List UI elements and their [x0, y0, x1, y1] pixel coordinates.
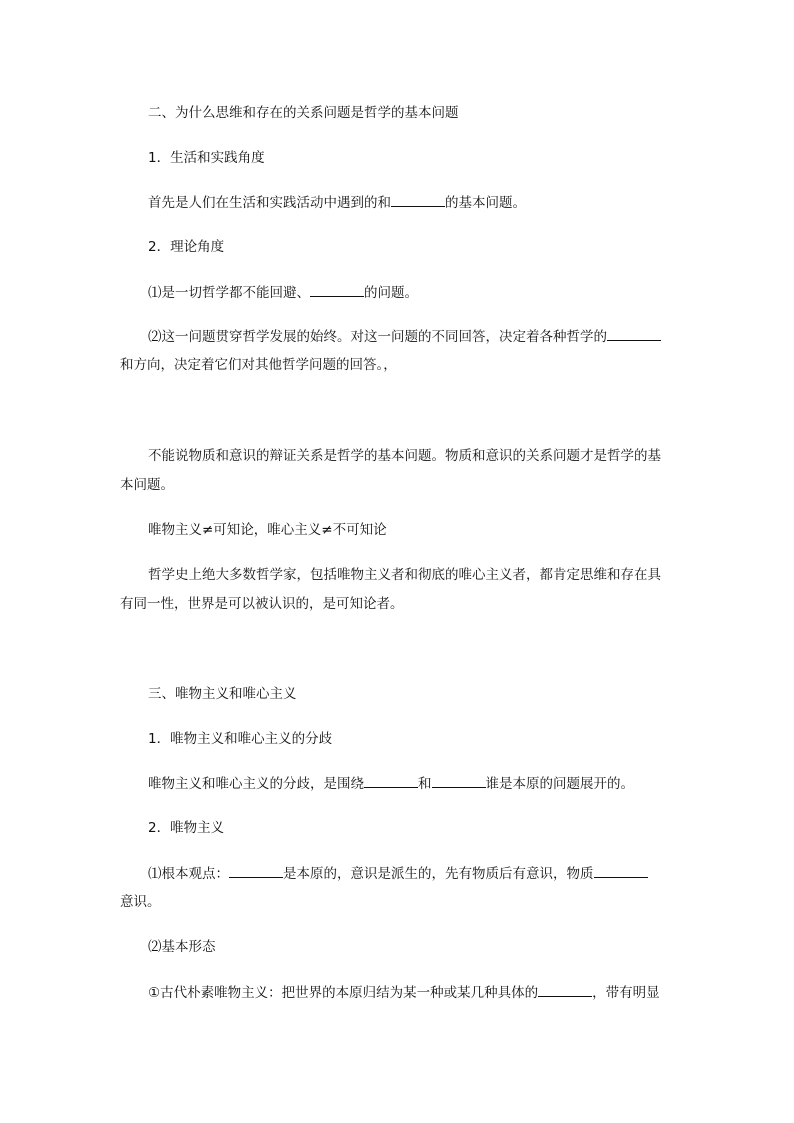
- section-3-paragraph-1: [148, 773, 634, 794]
- text-segment: ①古代朴素唯物主义：把世界的本原归结为某一种或某几种具体的: [148, 985, 539, 1001]
- fill-blank[interactable]: [391, 192, 445, 207]
- text-segment: 和: [418, 776, 432, 792]
- section-2-paragraph-3-line-1: [148, 326, 661, 347]
- text-segment: 是本原的，意识是派生的，先有物质后有意识，物质: [283, 866, 594, 882]
- note-3-line-1: 哲学史上绝大多数哲学家，包括唯物主义者和彻底的唯心主义者，都肯定思维和存在具: [148, 567, 661, 583]
- text-segment: 的基本问题。: [445, 195, 526, 211]
- note-1-line-2: 本问题。: [120, 477, 174, 493]
- note-1-line-1: 不能说物质和意识的辩证关系是哲学的基本问题。物质和意识的关系问题才是哲学的基: [148, 448, 661, 464]
- text-segment: ，带有明显: [592, 985, 660, 1001]
- text-segment: ⑴是一切哲学都不能回避、: [148, 285, 310, 301]
- fill-blank[interactable]: [310, 282, 364, 297]
- text-segment: 谁是本原的问题展开的。: [485, 776, 634, 792]
- section-3-paragraph-2-line-1: [148, 863, 648, 884]
- fill-blank[interactable]: [364, 773, 418, 788]
- fill-blank[interactable]: [432, 773, 486, 788]
- fill-blank[interactable]: [538, 982, 592, 997]
- section-2-subtitle-2: 2．理论角度: [148, 239, 225, 255]
- section-3-paragraph-3: [148, 982, 660, 1003]
- text-segment: 的问题。: [364, 285, 418, 301]
- section-2-subtitle-1: 1．生活和实践角度: [148, 150, 265, 166]
- text-segment: ⑵这一问题贯穿哲学发展的始终。对这一问题的不同回答，决定着各种哲学的: [148, 329, 607, 345]
- text-segment: ⑴根本观点：: [148, 866, 229, 882]
- fill-blank[interactable]: [594, 863, 648, 878]
- section-3-paragraph-2-line-2: 意识。: [120, 894, 161, 910]
- text-segment: 首先是人们在生活和实践活动中遇到的和: [148, 195, 391, 211]
- section-3-subtitle-1: 1．唯物主义和唯心主义的分歧: [148, 731, 333, 747]
- note-3-line-2: 有同一性，世界是可以被认识的，是可知论者。: [120, 596, 404, 612]
- text-segment: 唯物主义和唯心主义的分歧，是围绕: [148, 776, 364, 792]
- fill-blank[interactable]: [229, 863, 283, 878]
- fill-blank[interactable]: [607, 326, 661, 341]
- section-3-subtitle-3: ⑵基本形态: [148, 939, 216, 955]
- section-2-paragraph-1: [148, 192, 526, 213]
- section-2-paragraph-3-line-2: 和方向，决定着它们对其他哲学问题的回答。，: [120, 357, 397, 373]
- note-2: 唯物主义≠可知论，唯心主义≠不可知论: [148, 522, 387, 538]
- section-2-heading: 二、为什么思维和存在的关系问题是哲学的基本问题: [148, 105, 459, 121]
- section-3-subtitle-2: 2．唯物主义: [148, 820, 225, 836]
- section-2-paragraph-2: [148, 282, 418, 303]
- section-3-heading: 三、唯物主义和唯心主义: [148, 686, 297, 702]
